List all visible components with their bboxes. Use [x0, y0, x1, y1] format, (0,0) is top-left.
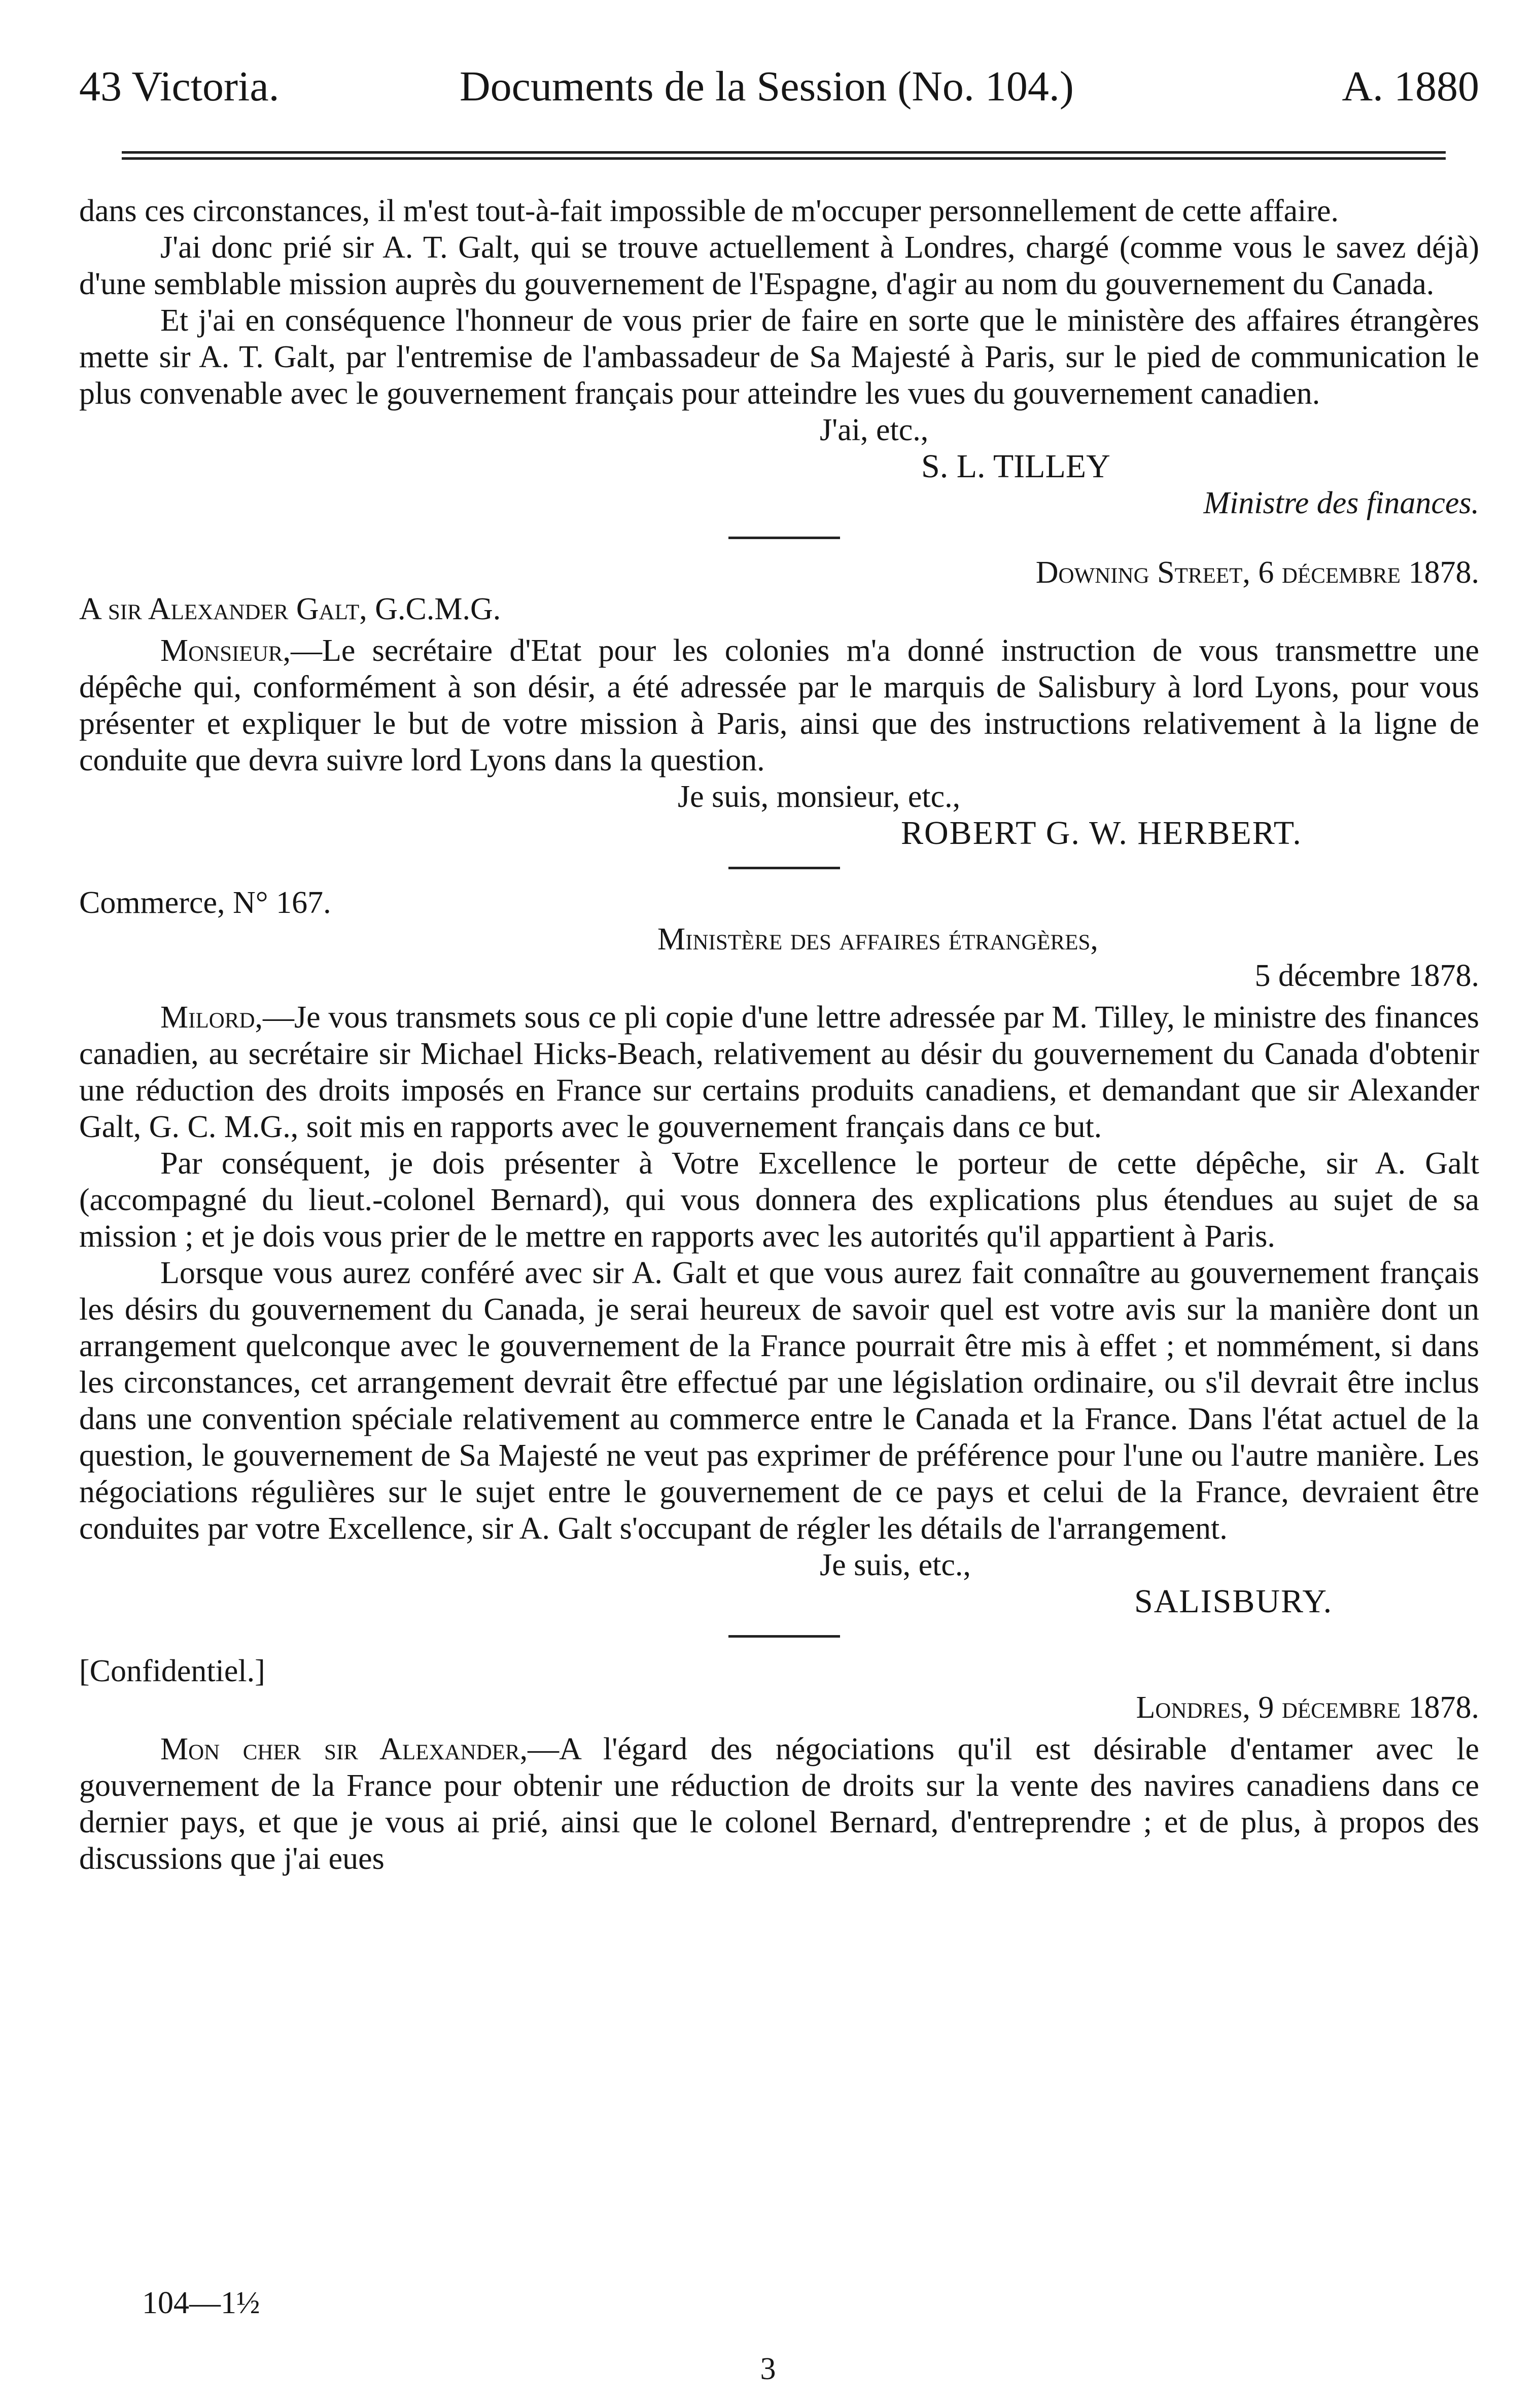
letter3-paragraph-1-text: —Je vous transmets sous ce pli copie d'une lettre adressée par M. Tilley, le ministre des finances canadien, au secrétaire sir Michael Hicks-Beach, relativement au désir du gouvernement du Canada d'obtenir une réduction des droits imposés en France sur certains produits canadiens, et demandant que sir Alexander Galt, G. C. M.G., soit mis en rapports avec le gouvernement français dans ce but. [79, 1000, 1479, 1144]
letter4-salutation: Mon cher sir Alexander, [160, 1732, 528, 1766]
letter3-closing: Je suis, etc., [820, 1548, 971, 1582]
letter4-dateline: Londres, 9 décembre 1878. [1136, 1690, 1479, 1725]
section-divider-3 [728, 1635, 840, 1638]
running-header [79, 62, 1479, 118]
letter1-signature-title: Ministre des finances. [1203, 486, 1479, 520]
header-regnal-year: 43 Victoria. [79, 63, 280, 110]
spacer [79, 994, 1479, 999]
letter1-signature: S. L. TILLEY [921, 448, 1110, 485]
letter1-closing: J'ai, etc., [820, 413, 929, 447]
letter2-body [79, 632, 1479, 778]
letter3-reference: Commerce, N° 167. [79, 886, 331, 920]
letter1-paragraph-2: J'ai donc prié sir A. T. Galt, qui se trouve actuellement à Londres, chargé (comme vous le savez déjà) d'une semblable mission auprès du gouvernement de l'Espagne, d'agir au nom du gouvernement du Canada. [79, 230, 1479, 301]
page-body [79, 193, 1479, 1877]
letter2-body-text: —Le secrétaire d'Etat pour les colonies m'a donné instruction de vous transmettre une dépêche qui, conformément à son désir, a été adressée par le marquis de Salisbury à lord Lyons, pour vous présenter et expliquer le but de votre mission à Paris, ainsi que des instructions relativement à la ligne de conduite que devra suivre lord Lyons dans la question. [79, 633, 1479, 777]
page-number: 3 [760, 2352, 776, 2386]
letter3-paragraph-1 [79, 999, 1479, 1145]
header-double-rule [122, 151, 1446, 160]
letter2-salutation: Monsieur, [160, 633, 291, 668]
header-year: A. 1880 [1342, 63, 1479, 110]
spacer [79, 627, 1479, 632]
letter4-body-text: —A l'égard des négociations qu'il est désirable d'entamer avec le gouvernement de la France pour obtenir une réduction de droits sur la vente des navires canadiens dans ce dernier pays, et que je vous ai prié, ainsi que le colonel Bernard, d'entreprendre ; et de plus, à propos des discussions que j'ai eues [79, 1732, 1480, 1876]
letter2-addressee: A sir Alexander Galt, G.C.M.G. [79, 592, 501, 626]
header-title: Documents de la Session (No. 104.) [460, 63, 1074, 110]
letter4-body [79, 1731, 1479, 1877]
signature-mark: 104—1½ [142, 2286, 260, 2320]
letter3-office: Ministère des affaires étrangères, [657, 922, 1098, 957]
letter3-paragraph-2: Par conséquent, je dois présenter à Votre Excellence le porteur de cette dépêche, sir A. Galt (accompagné du lieut.-colonel Bernard), qui vous donnera des explications plus étendues au sujet de sa mission ; et je dois vous prier de le mettre en rapports avec les autorités qu'il appartient à Paris. [79, 1146, 1479, 1254]
letter3-paragraph-3: Lorsque vous aurez conféré avec sir A. Galt et que vous aurez fait connaître au gouvernement français les désirs du gouvernement du Canada, je serai heureux de savoir quel est votre avis sur la manière dont un arrangement quelconque avec le gouvernement de la France pourrait être mis à effet ; et nommément, si dans les circonstances, cet arrangement devrait être effectué par une législation ordinaire, ou s'il devrait être inclus dans une convention spéciale relativement au commerce entre le Canada et la France. Dans l'état actuel de la question, le gouvernement de Sa Majesté ne veut pas exprimer de préférence pour l'une ou l'autre manière. Les négociations régulières sur le sujet entre le gouvernement de ce pays et celui de la France, devraient être conduites par votre Excellence, sir A. Galt s'occupant de régler les détails de l'arrangement. [79, 1256, 1479, 1546]
letter3-signature: SALISBURY. [1134, 1583, 1333, 1620]
letter1-paragraph-1: dans ces circonstances, il m'est tout-à-fait impossible de m'occuper personnellement de cette affaire. [79, 194, 1339, 228]
section-divider-1 [728, 537, 840, 539]
letter2-closing: Je suis, monsieur, etc., [678, 780, 961, 814]
letter4-confidential-mark: [Confidentiel.] [79, 1654, 265, 1688]
letter2-dateline: Downing Street, 6 décembre 1878. [1035, 555, 1479, 590]
section-divider-2 [728, 867, 840, 869]
letter1-paragraph-3: Et j'ai en conséquence l'honneur de vous prier de faire en sorte que le ministère des affaires étrangères mette sir A. T. Galt, par l'entremise de l'ambassadeur de Sa Majesté à Paris, sur le pied de communication le plus convenable avec le gouvernement français pour atteindre les vues du gouvernement canadien. [79, 303, 1479, 411]
letter2-signature: ROBERT G. W. HERBERT. [901, 815, 1302, 852]
letter3-date: 5 décembre 1878. [1254, 959, 1479, 993]
letter3-salutation: Milord, [160, 1000, 263, 1035]
spacer [79, 1726, 1479, 1731]
